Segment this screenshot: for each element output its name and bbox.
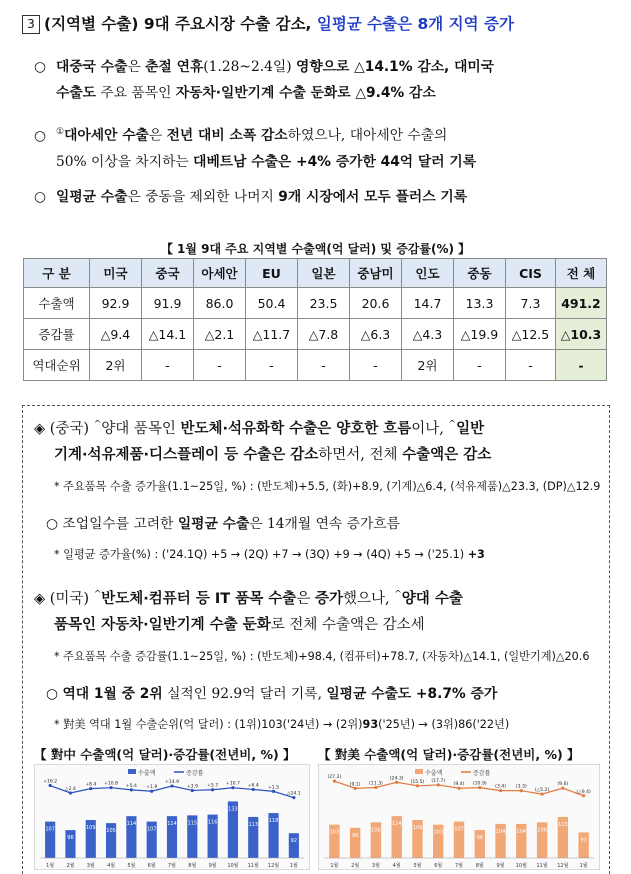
category-label: 1월 — [579, 863, 588, 869]
category-label: 1월 — [289, 863, 298, 869]
table-row — [24, 288, 607, 319]
category-label: 1월 — [330, 863, 339, 869]
category-label: 9월 — [208, 863, 217, 869]
section-title: (지역별 수출) 9대 주요시장 수출 감소, — [44, 15, 317, 33]
table-row — [24, 319, 607, 350]
row-header: 수출액 — [24, 288, 90, 319]
header-cell: 구 분 — [24, 259, 90, 288]
bar-value-label: 109 — [85, 825, 96, 832]
category-label: 11월 — [247, 863, 259, 869]
rate-value-label: +14.9 — [164, 780, 180, 786]
china-daily-average: ○ 조업일수를 고려한 일평균 수출은 14개월 연속 증가흐름 — [46, 516, 400, 532]
bar-value-label: 115 — [187, 820, 198, 827]
rate-value-label: +5.4 — [125, 783, 137, 789]
table-cell: - — [142, 350, 194, 381]
bar-value-label: 103 — [433, 829, 444, 836]
table-header-row — [24, 259, 607, 288]
usa-ranking-note: * 對美 역대 1월 수출순위(억 달러) : (1위)103('24년) → (2위)93('25년) → (3위)86('22년) — [54, 718, 510, 731]
category-label: 9월 — [496, 863, 505, 869]
rate-value-label: (27.2) — [327, 775, 342, 781]
category-label: 10월 — [515, 863, 527, 869]
header-cell: 인도 — [402, 259, 454, 288]
rate-value-label: △14.1 — [286, 791, 301, 797]
category-label: 8월 — [188, 863, 197, 869]
table-cell: △19.9 — [454, 319, 506, 350]
header-cell: 중남미 — [350, 259, 402, 288]
header-cell: EU — [246, 259, 298, 288]
bar-value-label: 114 — [126, 821, 137, 828]
table-cell: 50.4 — [246, 288, 298, 319]
table-cell: - — [350, 350, 402, 381]
bar-value-label: 92 — [290, 838, 298, 845]
bar-value-label: 96 — [476, 835, 483, 842]
table-cell-total: - — [556, 350, 607, 381]
legend-line-label: 증감률 — [473, 770, 491, 777]
usa-chart-caption: 【 對美 수출액(억 달러)·증감률(전년비, %) 】 — [318, 747, 580, 762]
rate-value-label: (9.4) — [453, 782, 465, 788]
china-summary: ◈ (중국) ^양대 품목인 반도체·석유화학 수출은 양호한 흐름이나, ^일반 기계·석유제품·디스플레이 등 수출은 감소하면서, 전체 수출액은 감소 — [34, 420, 492, 463]
bullet-china-us: ○ 대중국 수출은 춘절 연휴(1.28~2.4일) 영향으로 △14.1% 감소, 대미국 수출도 주요 품목인 자동차·일반기계 수출 둔화로 △9.4% 감소 — [34, 59, 495, 101]
table-cell: 23.5 — [298, 288, 350, 319]
table-cell: 86.0 — [194, 288, 246, 319]
section-number: 3 — [22, 15, 40, 34]
bar-value-label: 109 — [412, 825, 423, 832]
bar-value-label: 118 — [268, 818, 279, 825]
table-cell: - — [454, 350, 506, 381]
table-cell: △11.7 — [246, 319, 298, 350]
table-cell: - — [194, 350, 246, 381]
bar-value-label: 107 — [45, 826, 55, 833]
table-cell: △2.1 — [194, 319, 246, 350]
category-label: 4월 — [392, 863, 401, 869]
category-label: 6월 — [147, 863, 156, 869]
category-label: 12월 — [267, 863, 280, 869]
header-cell: 아세안 — [194, 259, 246, 288]
rate-value-label: +5.7 — [207, 783, 219, 789]
bullet-daily-average: ○ 일평균 수출은 중동을 제외한 나머지 9개 시장에서 모두 플러스 기록 — [34, 189, 468, 205]
rate-value-label: +6.4 — [247, 783, 259, 789]
category-label: 3월 — [86, 863, 95, 869]
table-cell: 20.6 — [350, 288, 402, 319]
row-header: 증감률 — [24, 319, 90, 350]
rate-value-label: (10.9) — [472, 781, 487, 787]
bar — [578, 832, 588, 858]
legend-bar-label: 수출액 — [425, 770, 443, 777]
rate-value-label: (11.3) — [369, 781, 383, 787]
table-cell: - — [246, 350, 298, 381]
rate-value-label: (17.7) — [431, 778, 446, 784]
usa-export-chart — [318, 764, 600, 870]
rate-value-label: +8.4 — [85, 782, 97, 788]
table-row — [24, 350, 607, 381]
table-cell: △9.4 — [90, 319, 142, 350]
category-label: 4월 — [107, 863, 116, 869]
category-label: 10월 — [227, 863, 239, 869]
table-cell-total: 491.2 — [556, 288, 607, 319]
rate-value-label: +1.9 — [146, 785, 158, 791]
bar-value-label: 99 — [351, 832, 359, 839]
bar-value-label: 116 — [207, 819, 218, 826]
bar-value-label: 107 — [146, 826, 157, 833]
bar-value-label: 103 — [329, 829, 340, 836]
rate-value-label: (15.5) — [410, 779, 425, 785]
bar-value-label: 113 — [558, 821, 568, 828]
table-cell: 91.9 — [142, 288, 194, 319]
rate-value-label: (3.3) — [515, 784, 527, 790]
table-cell: - — [506, 350, 556, 381]
bar-value-label: 104 — [516, 828, 527, 835]
category-label: 1월 — [46, 863, 55, 869]
table-cell: △4.3 — [402, 319, 454, 350]
table-cell: 14.7 — [402, 288, 454, 319]
bullet-asean: ○ ①대아세안 수출은 전년 대비 소폭 감소하였으나, 대아세안 수출의 50% 이상을 차지하는 대베트남 수출은 +4% 증가한 44억 달러 기록 — [34, 127, 477, 170]
table-cell: △6.3 — [350, 319, 402, 350]
bar-value-label: 113 — [248, 821, 259, 828]
legend-line-label: 증감률 — [186, 770, 204, 777]
china-chart-caption: 【 對中 수출액(억 달러)·증감률(전년비, %) 】 — [34, 747, 296, 762]
rate-value-label: +10.8 — [104, 781, 119, 787]
header-cell: CIS — [506, 259, 556, 288]
table-cell: 2위 — [90, 350, 142, 381]
header-cell: 전 체 — [556, 259, 607, 288]
rate-value-label: (3.4) — [495, 784, 506, 790]
category-label: 5월 — [127, 863, 136, 869]
category-label: 2월 — [66, 863, 75, 869]
bar-value-label: 104 — [495, 828, 506, 835]
bar-value-label: 93 — [580, 837, 587, 844]
table-caption: 【 1월 9대 주요 지역별 수출액(억 달러) 및 증감률(%) 】 — [160, 242, 471, 256]
category-label: 12월 — [557, 863, 569, 869]
legend-bar-swatch — [415, 769, 423, 774]
bar-value-label: 96 — [67, 835, 74, 842]
rate-value-label: (9.6) — [557, 782, 569, 788]
header-cell: 중동 — [454, 259, 506, 288]
header-cell: 일본 — [298, 259, 350, 288]
rate-value-label: (△9.4) — [576, 789, 591, 795]
table-cell: - — [298, 350, 350, 381]
bar-value-label: 106 — [371, 827, 381, 834]
bar-value-label: 107 — [454, 826, 464, 833]
rate-value-label: +1.5 — [267, 785, 280, 791]
rate-value-label: (9.1) — [349, 782, 361, 788]
category-label: 11월 — [536, 863, 548, 869]
table-cell: △14.1 — [142, 319, 194, 350]
category-label: 5월 — [413, 863, 422, 869]
category-label: 8월 — [475, 863, 484, 869]
china-export-chart — [34, 764, 310, 870]
category-label: 2월 — [351, 863, 360, 869]
rate-value-label: (△5.2) — [534, 788, 550, 794]
table-cell: △12.5 — [506, 319, 556, 350]
section-heading — [22, 12, 622, 38]
usa-summary: ◈ (미국) ^반도체·컴퓨터 등 IT 품목 수출은 증가했으나, ^양대 수출 품목인 자동차·일반기계 수출 둔화로 전체 수출액은 감소세 — [34, 590, 463, 633]
category-label: 7월 — [454, 863, 464, 869]
bar-value-label: 133 — [228, 806, 238, 813]
bar — [289, 833, 299, 858]
rate-value-label: +10.7 — [225, 781, 240, 787]
category-label: 6월 — [434, 863, 443, 869]
regional-export-table — [23, 258, 607, 381]
legend-bar-swatch — [128, 769, 136, 774]
usa-item-note: * 주요품목 수출 증감률(1.1~25일, %) : (반도체)+98.4, (컴퓨터)+78.7, (자동차)△14.1, (일반기계)△20.6 — [54, 650, 590, 663]
bar-value-label: 105 — [106, 828, 116, 835]
bar-value-label: 106 — [537, 827, 547, 834]
bar-value-label: 114 — [391, 821, 402, 828]
table-cell: 13.3 — [454, 288, 506, 319]
table-cell: 2위 — [402, 350, 454, 381]
rate-value-label: +3.9 — [186, 784, 198, 790]
table-cell: △7.8 — [298, 319, 350, 350]
table-cell: 92.9 — [90, 288, 142, 319]
usa-record: ○ 역대 1월 중 2위 실적인 92.9억 달러 기록, 일평균 수출도 +8.7% 증가 — [46, 686, 498, 702]
rate-value-label: +16.2 — [43, 779, 58, 785]
rate-value-label: (24.3) — [389, 776, 404, 782]
legend-bar-label: 수출액 — [138, 770, 156, 777]
category-label: 7월 — [167, 863, 177, 869]
section-title-highlight: 일평균 수출은 8개 지역 증가 — [316, 15, 514, 33]
bar-value-label: 114 — [167, 821, 177, 828]
table-cell-total: △10.3 — [556, 319, 607, 350]
table-cell: 7.3 — [506, 288, 556, 319]
china-item-note: * 주요품목 수출 증가율(1.1~25일, %) : (반도체)+5.5, (화)+8.9, (기계)△6.4, (석유제품)△23.3, (DP)△12.9 — [54, 480, 601, 493]
category-label: 3월 — [371, 863, 380, 869]
row-header: 역대순위 — [24, 350, 90, 381]
header-cell: 미국 — [90, 259, 142, 288]
china-daily-note: * 일평균 증가율(%) : ('24.1Q) +5 → (2Q) +7 → (3Q) +9 → (4Q) +5 → ('25.1) +3 — [54, 548, 485, 561]
rate-value-label: △2.4 — [65, 786, 76, 792]
header-cell: 중국 — [142, 259, 194, 288]
